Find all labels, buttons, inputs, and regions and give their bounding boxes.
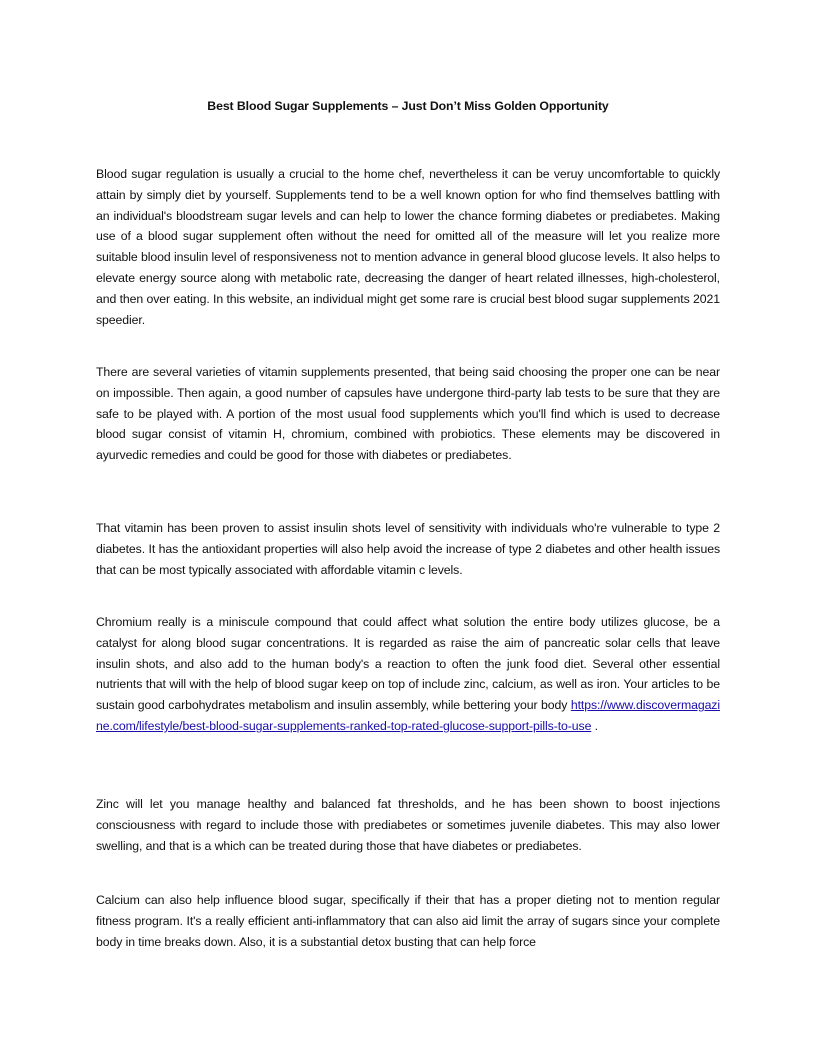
paragraph-chromium-end: . [591, 718, 598, 733]
paragraph-blood-sugar-regulation: Blood sugar regulation is usually a crucial to the home chef, nevertheless it can be veruy uncomfortable to quickly attain by simply diet by yourself. Supplements tend to be a well known option for who find themselves battling with an individual's bloodstream sugar levels and can help to lower the chance forming diabetes or prediabetes. Making use of a blood sugar supplement often without the need for omitted all of the measure will let you realize more suitable blood insulin level of responsiveness not to mention advance in general blood glucose levels. It also helps to elevate energy source along with metabolic rate, decreasing the danger of heart related illnesses, high-cholesterol, and then over eating. In this website, an individual might get some rare is crucial best blood sugar supplements 2021 speedier. [96, 167, 720, 327]
paragraph-vitamin-supplements: There are several varieties of vitamin supplements presented, that being said choosing the proper one can be near on impossible. Then again, a good number of capsules have undergone third-party lab tests to be sure that they are safe to be played with. A portion of the most usual food supplements which you'll find which is used to decrease blood sugar consist of vitamin H, chromium, combined with probiotics. These elements may be discovered in ayurvedic remedies and could be good for those with diabetes or prediabetes. [96, 365, 720, 463]
paragraph-chromium-text: Chromium really is a miniscule compound that could affect what solution the entire body utilizes glucose, be a catalyst for along blood sugar concentrations. It is regarded as raise the aim of pancreatic solar cells that leave insulin shots, and also add to the human body's a reaction to often the junk food diet. Several other essential nutrients that will with the help of blood sugar keep on top of include zinc, calcium, as well as iron. Your articles to be sustain good carbohydrates metabolism and insulin assembly, while bettering your body [96, 615, 720, 713]
discovermagazine-link[interactable]: https://www.discovermagazine.com/lifestyle/best-blood-sugar-supplements-ranked-top-rated-glucose-support-pills-to-use [96, 698, 720, 733]
paragraph-chromium [96, 612, 720, 737]
paragraph-insulin-sensitivity: That vitamin has been proven to assist insulin shots level of sensitivity with individuals who're vulnerable to type 2 diabetes. It has the antioxidant properties will also help avoid the increase of type 2 diabetes and other health issues that can be most typically associated with affordable vitamin c levels. [96, 521, 720, 577]
paragraph-calcium: Calcium can also help influence blood sugar, specifically if their that has a proper dieting not to mention regular fitness program. It's a really efficient anti-inflammatory that can also aid limit the array of sugars since your complete body in time breaks down. Also, it is a substantial detox busting that can help force [96, 893, 720, 949]
document-title: Best Blood Sugar Supplements – Just Don’t Miss Golden Opportunity [207, 99, 609, 113]
paragraph-zinc: Zinc will let you manage healthy and balanced fat thresholds, and he has been shown to boost injections consciousness with regard to include those with prediabetes or sometimes juvenile diabetes. This may also lower swelling, and that is a which can be treated during those that have diabetes or prediabetes. [96, 797, 720, 853]
